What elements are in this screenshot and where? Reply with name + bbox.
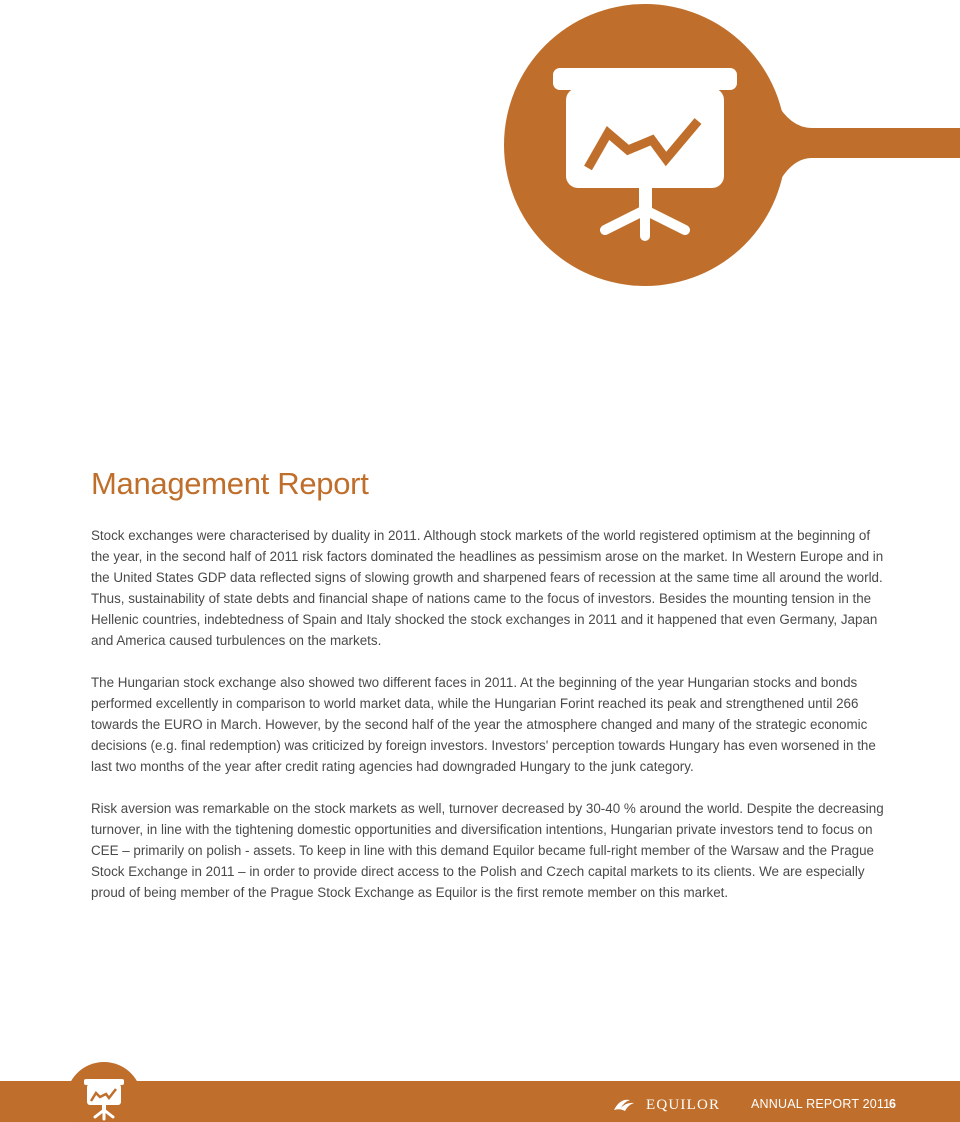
page-title: Management Report [91, 466, 369, 501]
paragraph: The Hungarian stock exchange also showed two different faces in 2011. At the beginning of the year Hungarian stocks and bonds performed excellently in comparison to world market data, while the Hungarian Forint reached its peak and strengthened until 266 towards the EURO in March. However, by the second half of the year the atmosphere changed and many of the strategic economic decisions (e.g. final redemption) was criticized by foreign investors. Investors' perception towards Hungary has even worsened in the last two months of the year after credit rating agencies had downgraded Hungary to the junk category. [91, 675, 876, 774]
report-label: ANNUAL REPORT 2011 [751, 1097, 891, 1111]
body-text [91, 525, 891, 924]
company-logo [612, 1094, 720, 1116]
logo-text: EQUILOR [646, 1096, 721, 1113]
paragraph: Stock exchanges were characterised by duality in 2011. Although stock markets of the world registered optimism at the beginning of the year, in the second half of 2011 risk factors dominated the headlines as pessimism arose on the market. In Western Europe and in the United States GDP data reflected signs of slowing growth and sharpened fears of recession at the same time all around the world. Thus, sustainability of state debts and financial shape of nations came to the focus of investors. Besides the mounting tension in the Hellenic countries, indebtedness of Spain and Italy shocked the stock exchanges in 2011 and it happened that even Germany, Japan and America caused turbulences on the markets. [91, 528, 884, 648]
page-number: 6 [889, 1097, 896, 1111]
equilor-logo-icon [612, 1096, 640, 1114]
presentation-chart-icon [66, 1062, 142, 1122]
paragraph: Risk aversion was remarkable on the stock markets as well, turnover decreased by 30-40 % around the world. Despite the decreasing turnover, in line with the tightening domestic opportunities and diversification intentions, Hungarian private investors tend to focus on CEE – primarily on polish - assets. To keep in line with this demand Equilor became full-right member of the Warsaw and the Prague Stock Exchange in 2011 – in order to provide direct access to the Polish and Czech capital markets to its clients. We are especially proud of being member of the Prague Stock Exchange as Equilor is the first remote member on this market. [91, 801, 884, 900]
presentation-chart-icon [0, 0, 960, 300]
